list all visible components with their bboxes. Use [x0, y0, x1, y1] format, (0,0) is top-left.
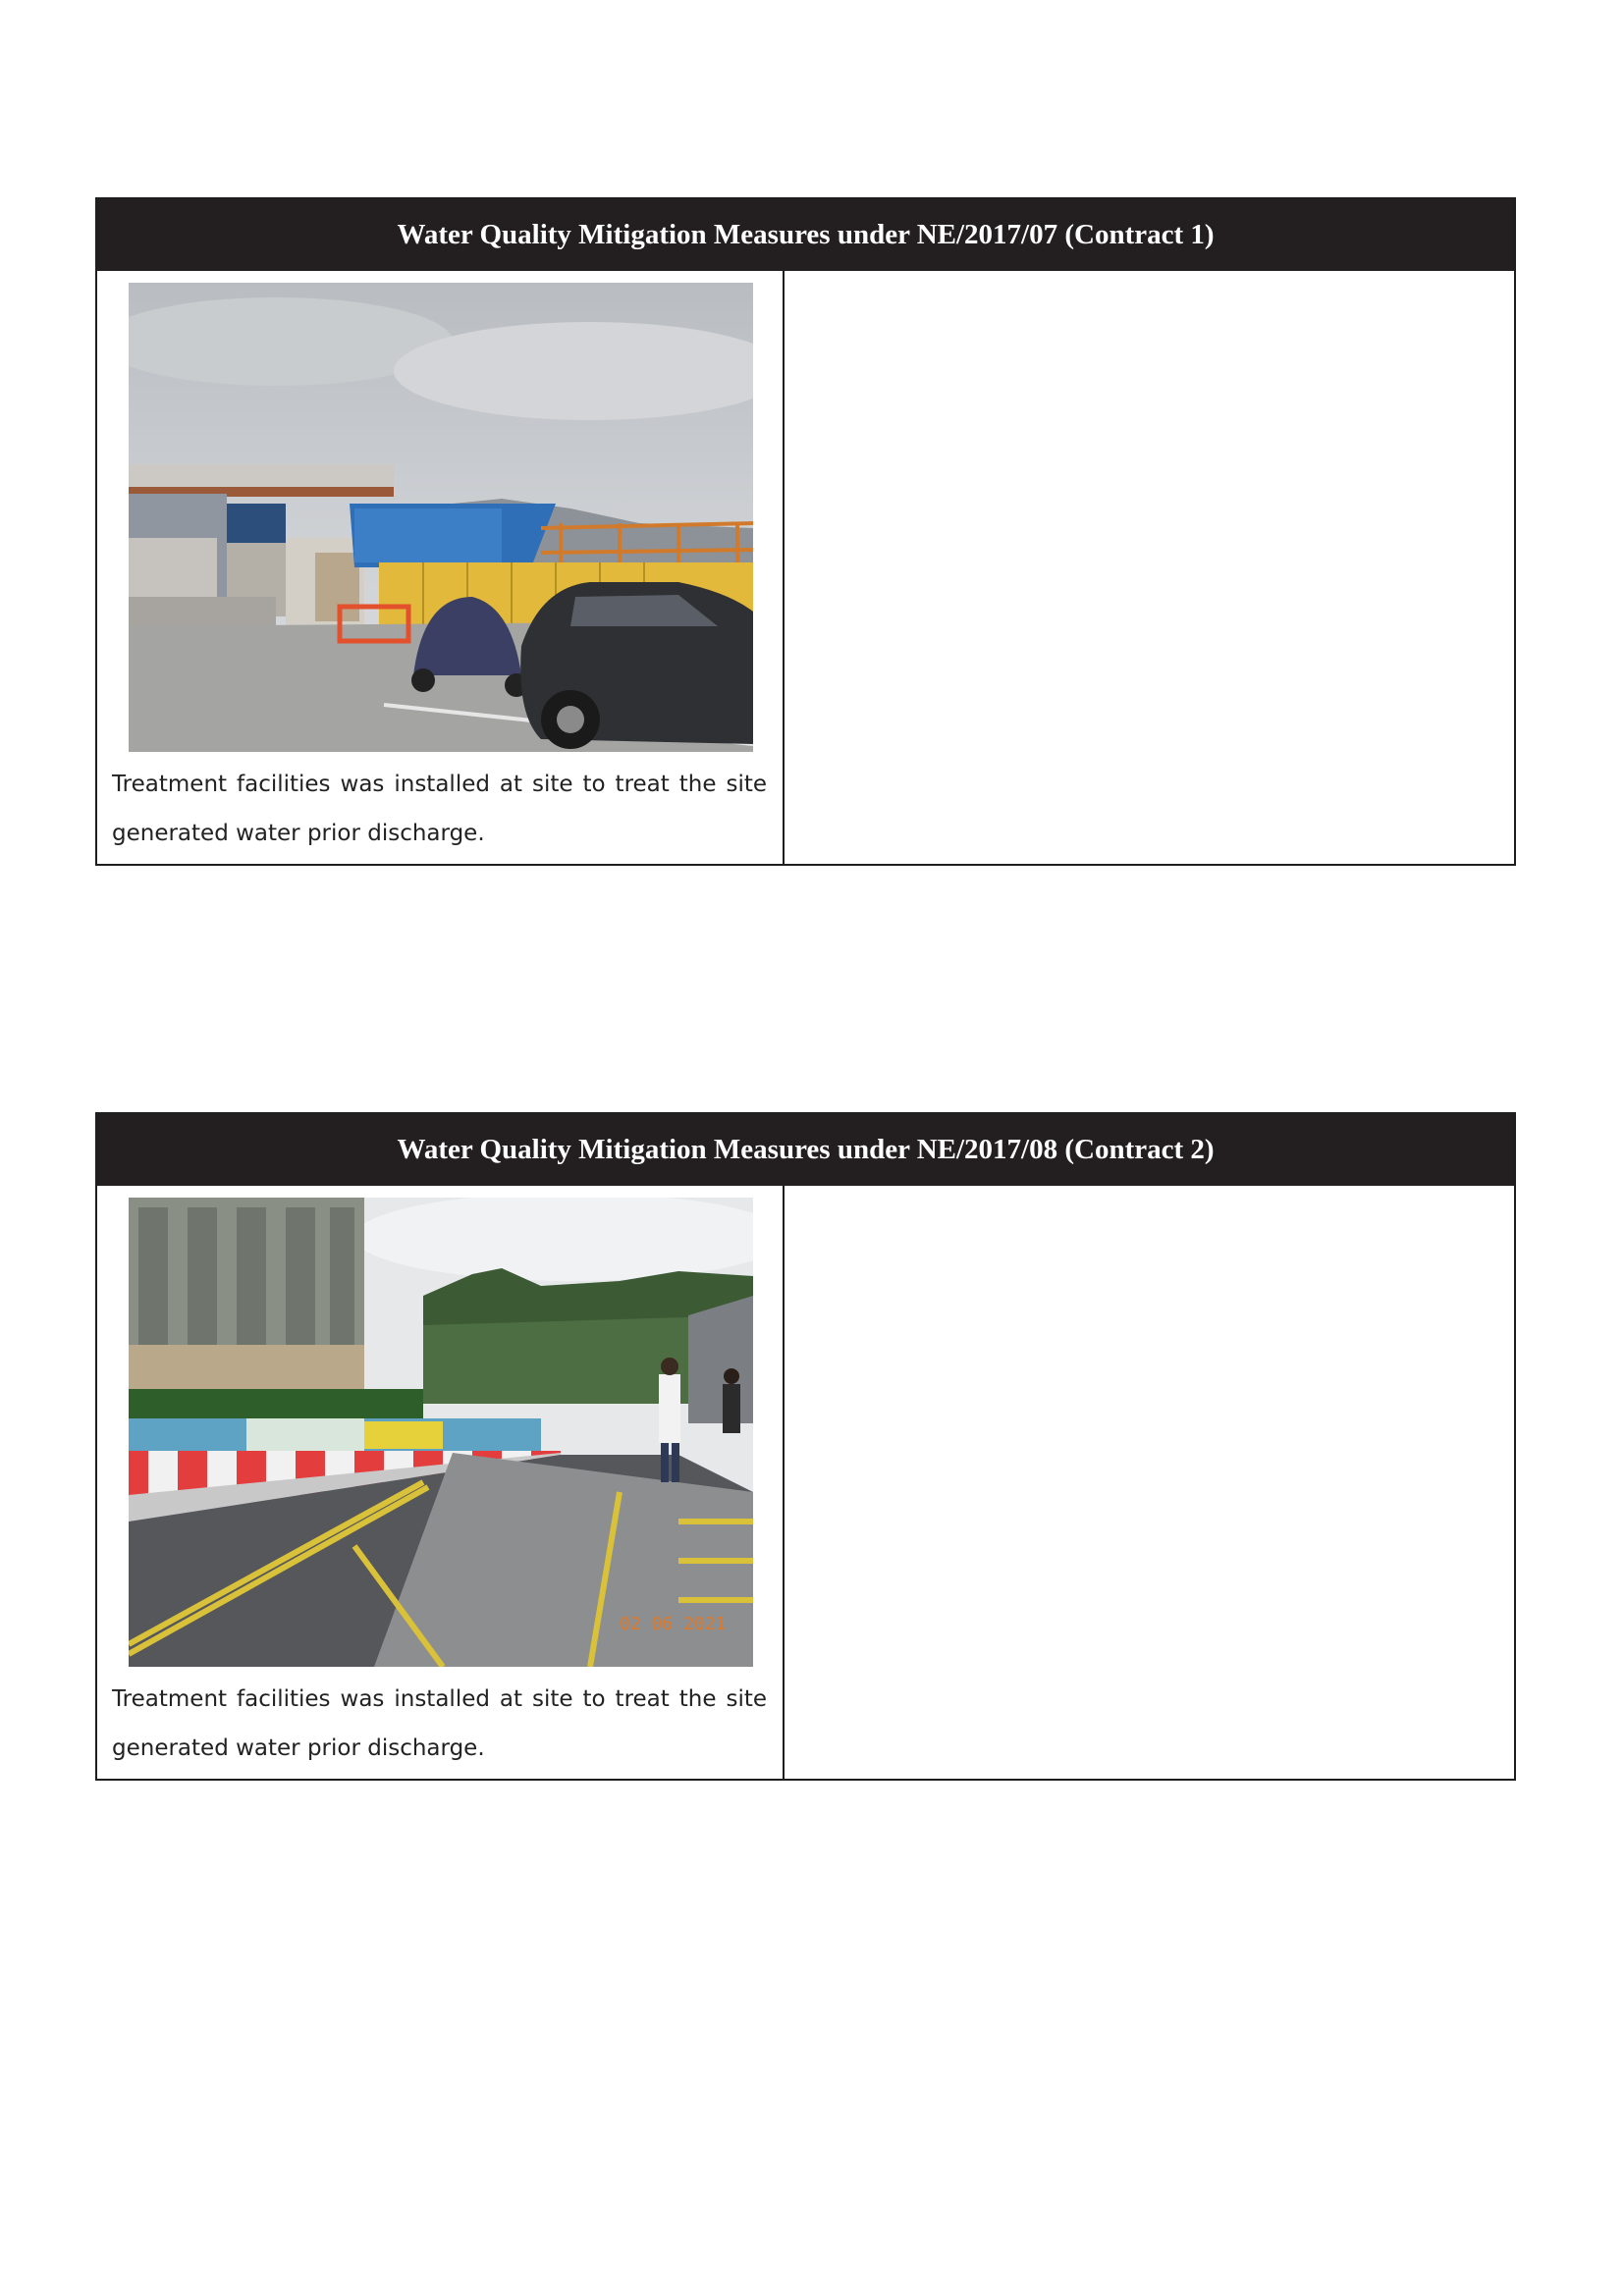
- photo-date-stamp: 02 06 2021: [620, 1614, 727, 1634]
- mitigation-table-contract-1: [95, 197, 1516, 866]
- table-row: [97, 1186, 1514, 1779]
- table-header: Water Quality Mitigation Measures under NE/2017/08 (Contract 2): [97, 1114, 1514, 1186]
- photo-caption: Treatment facilities was installed at site to treat the site generated water prior discharge.: [112, 772, 767, 846]
- table-header: Water Quality Mitigation Measures under NE/2017/07 (Contract 1): [97, 199, 1514, 271]
- site-photo-roadway-barriers: [129, 1198, 753, 1667]
- photo-cell: [97, 271, 785, 864]
- empty-cell: [785, 271, 1514, 864]
- mitigation-table-contract-2: [95, 1112, 1516, 1781]
- site-photo-treatment-facility: [129, 283, 753, 752]
- photo-caption: Treatment facilities was installed at site to treat the site generated water prior discharge.: [112, 1686, 767, 1761]
- photo-cell: [97, 1186, 785, 1779]
- empty-cell: [785, 1186, 1514, 1779]
- table-row: [97, 271, 1514, 864]
